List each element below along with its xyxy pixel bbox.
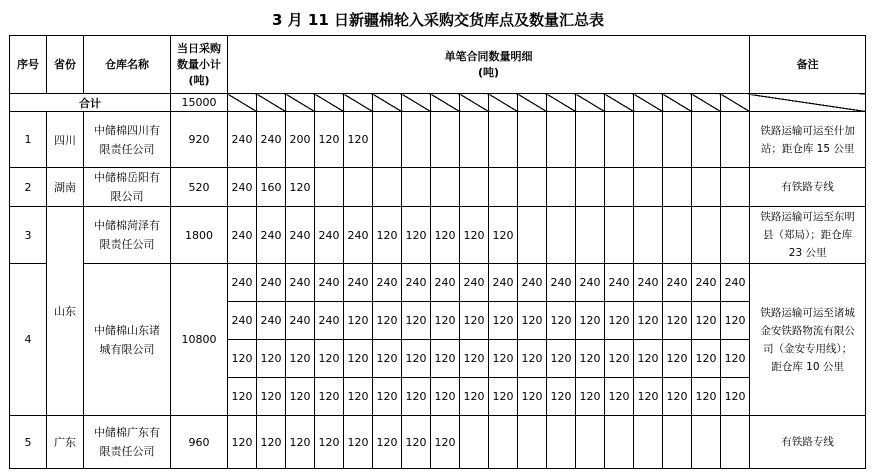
detail-cell: 120	[663, 378, 692, 416]
empty-detail-cell	[692, 207, 721, 264]
empty-detail-cell	[721, 112, 750, 168]
detail-cell: 120	[286, 378, 315, 416]
empty-detail-cell	[373, 94, 402, 112]
empty-remark-cell	[750, 94, 866, 112]
detail-cell: 120	[663, 340, 692, 378]
detail-cell: 120	[257, 340, 286, 378]
detail-cell: 240	[692, 264, 721, 302]
detail-cell: 120	[576, 302, 605, 340]
detail-cell: 120	[489, 302, 518, 340]
detail-cell: 120	[489, 378, 518, 416]
detail-cell: 120	[431, 416, 460, 469]
total-label: 合计	[10, 94, 171, 112]
detail-cell: 120	[402, 207, 431, 264]
detail-cell: 240	[344, 264, 373, 302]
detail-cell: 120	[634, 378, 663, 416]
detail-cell: 240	[286, 207, 315, 264]
empty-detail-cell	[431, 112, 460, 168]
detail-cell: 120	[721, 378, 750, 416]
total-row	[10, 94, 866, 112]
detail-cell: 120	[489, 340, 518, 378]
detail-cell: 120	[373, 416, 402, 469]
empty-detail-cell	[518, 94, 547, 112]
page-title: 3 月 11 日新疆棉轮入采购交货库点及数量汇总表	[272, 11, 604, 29]
detail-cell: 120	[373, 207, 402, 264]
empty-detail-cell	[402, 168, 431, 207]
detail-cell: 240	[257, 264, 286, 302]
empty-detail-cell	[431, 168, 460, 207]
empty-detail-cell	[518, 416, 547, 469]
header-row	[10, 36, 866, 94]
empty-detail-cell	[576, 168, 605, 207]
detail-cell: 120	[692, 378, 721, 416]
empty-detail-cell	[344, 168, 373, 207]
detail-cell: 240	[634, 264, 663, 302]
empty-detail-cell	[460, 112, 489, 168]
detail-cell: 240	[518, 264, 547, 302]
empty-detail-cell	[663, 94, 692, 112]
detail-cell: 120	[518, 302, 547, 340]
subtotal-cell: 520	[171, 168, 228, 207]
empty-detail-cell	[402, 94, 431, 112]
table-row	[10, 207, 866, 264]
detail-cell: 240	[315, 302, 344, 340]
empty-detail-cell	[663, 112, 692, 168]
detail-cell: 120	[228, 416, 257, 469]
detail-cell: 120	[257, 416, 286, 469]
detail-cell: 120	[460, 340, 489, 378]
table-row	[10, 168, 866, 207]
detail-cell: 120	[576, 378, 605, 416]
empty-detail-cell	[489, 112, 518, 168]
detail-cell: 120	[431, 207, 460, 264]
detail-cell: 120	[402, 302, 431, 340]
detail-cell: 240	[286, 264, 315, 302]
detail-cell: 120	[402, 378, 431, 416]
table-row	[10, 416, 866, 469]
header-detail: 单笔合同数量明细 (吨)	[228, 36, 750, 94]
empty-detail-cell	[460, 416, 489, 469]
detail-cell: 240	[489, 264, 518, 302]
detail-cell: 120	[721, 302, 750, 340]
empty-detail-cell	[315, 168, 344, 207]
detail-cell: 120	[344, 378, 373, 416]
remark-cell: 铁路运输可运至诸城 金安铁路物流有限公 司（金安专用线）； 距仓库 10 公里	[750, 264, 866, 416]
detail-cell: 120	[315, 340, 344, 378]
empty-detail-cell	[518, 112, 547, 168]
empty-detail-cell	[460, 168, 489, 207]
detail-cell: 240	[402, 264, 431, 302]
detail-cell: 120	[286, 168, 315, 207]
empty-detail-cell	[634, 168, 663, 207]
remark-cell: 铁路运输可运至东明 县（郑局）；距仓库 23 公里	[750, 207, 866, 264]
detail-cell: 240	[257, 207, 286, 264]
detail-cell: 120	[286, 416, 315, 469]
empty-detail-cell	[692, 168, 721, 207]
detail-cell: 120	[634, 302, 663, 340]
detail-cell: 240	[663, 264, 692, 302]
detail-cell: 120	[721, 340, 750, 378]
detail-cell: 120	[344, 302, 373, 340]
detail-cell: 120	[692, 302, 721, 340]
detail-cell: 240	[315, 264, 344, 302]
detail-cell: 120	[605, 302, 634, 340]
detail-cell: 240	[576, 264, 605, 302]
detail-cell: 240	[228, 112, 257, 168]
seq-cell: 1	[10, 112, 47, 168]
empty-detail-cell	[518, 168, 547, 207]
detail-cell: 120	[460, 302, 489, 340]
summary-table	[9, 35, 866, 469]
detail-cell: 240	[605, 264, 634, 302]
province-cell: 四川	[47, 112, 84, 168]
detail-cell: 120	[663, 302, 692, 340]
empty-detail-cell	[460, 94, 489, 112]
warehouse-cell: 中储棉广东有 限责任公司	[84, 416, 171, 469]
detail-cell: 120	[489, 207, 518, 264]
detail-cell: 120	[402, 416, 431, 469]
detail-cell: 120	[373, 340, 402, 378]
detail-cell: 240	[373, 264, 402, 302]
detail-cell: 240	[315, 207, 344, 264]
detail-cell: 240	[257, 112, 286, 168]
table-row	[10, 264, 866, 302]
detail-cell: 240	[228, 264, 257, 302]
empty-detail-cell	[721, 168, 750, 207]
detail-cell: 120	[518, 340, 547, 378]
empty-detail-cell	[489, 94, 518, 112]
detail-cell: 120	[373, 302, 402, 340]
detail-cell: 120	[373, 378, 402, 416]
detail-cell: 240	[344, 207, 373, 264]
empty-detail-cell	[721, 207, 750, 264]
detail-cell: 120	[431, 378, 460, 416]
empty-detail-cell	[547, 168, 576, 207]
detail-cell: 240	[228, 302, 257, 340]
detail-cell: 120	[228, 378, 257, 416]
detail-cell: 240	[460, 264, 489, 302]
subtotal-cell: 1800	[171, 207, 228, 264]
detail-cell: 120	[315, 112, 344, 168]
empty-detail-cell	[489, 168, 518, 207]
seq-cell: 3	[10, 207, 47, 264]
detail-cell: 240	[431, 264, 460, 302]
remark-cell: 有铁路专线	[750, 416, 866, 469]
detail-cell: 240	[228, 168, 257, 207]
detail-cell: 120	[344, 340, 373, 378]
detail-cell: 120	[576, 340, 605, 378]
subtotal-cell: 10800	[171, 264, 228, 416]
empty-detail-cell	[692, 94, 721, 112]
empty-detail-cell	[489, 416, 518, 469]
empty-detail-cell	[634, 94, 663, 112]
header-remarks: 备注	[750, 36, 866, 94]
detail-cell: 120	[402, 340, 431, 378]
empty-detail-cell	[663, 168, 692, 207]
empty-detail-cell	[605, 207, 634, 264]
empty-detail-cell	[286, 94, 315, 112]
header-subtotal: 当日采购 数量小计 (吨)	[171, 36, 228, 94]
remark-cell: 有铁路专线	[750, 168, 866, 207]
empty-detail-cell	[373, 112, 402, 168]
detail-cell: 160	[257, 168, 286, 207]
province-cell: 广东	[47, 416, 84, 469]
detail-cell: 120	[257, 378, 286, 416]
empty-detail-cell	[605, 94, 634, 112]
detail-cell: 120	[460, 378, 489, 416]
empty-detail-cell	[547, 94, 576, 112]
detail-cell: 120	[315, 416, 344, 469]
empty-detail-cell	[547, 416, 576, 469]
detail-cell: 120	[228, 340, 257, 378]
detail-cell: 120	[605, 378, 634, 416]
subtotal-cell: 920	[171, 112, 228, 168]
empty-detail-cell	[576, 207, 605, 264]
seq-cell: 4	[10, 264, 47, 416]
empty-detail-cell	[634, 207, 663, 264]
empty-detail-cell	[576, 112, 605, 168]
empty-detail-cell	[431, 94, 460, 112]
remark-cell: 铁路运输可运至什加 站；距仓库 15 公里	[750, 112, 866, 168]
empty-detail-cell	[576, 94, 605, 112]
warehouse-cell: 中储棉菏泽有 限责任公司	[84, 207, 171, 264]
warehouse-cell: 中储棉岳阳有 限公司	[84, 168, 171, 207]
empty-detail-cell	[634, 416, 663, 469]
empty-detail-cell	[547, 207, 576, 264]
empty-detail-cell	[721, 416, 750, 469]
detail-cell: 120	[431, 302, 460, 340]
empty-detail-cell	[605, 112, 634, 168]
warehouse-cell: 中储棉四川有 限责任公司	[84, 112, 171, 168]
empty-detail-cell	[402, 112, 431, 168]
subtotal-cell: 960	[171, 416, 228, 469]
detail-cell: 200	[286, 112, 315, 168]
detail-cell: 120	[518, 378, 547, 416]
empty-detail-cell	[663, 207, 692, 264]
header-province: 省份	[47, 36, 84, 94]
detail-cell: 240	[286, 302, 315, 340]
detail-cell: 240	[257, 302, 286, 340]
province-cell: 山东	[47, 207, 84, 416]
empty-detail-cell	[634, 112, 663, 168]
empty-detail-cell	[373, 168, 402, 207]
empty-detail-cell	[692, 416, 721, 469]
seq-cell: 5	[10, 416, 47, 469]
detail-cell: 120	[431, 340, 460, 378]
empty-detail-cell	[228, 94, 257, 112]
detail-cell: 120	[605, 340, 634, 378]
detail-cell: 120	[547, 378, 576, 416]
header-warehouse: 仓库名称	[84, 36, 171, 94]
detail-cell: 240	[228, 207, 257, 264]
detail-cell: 120	[692, 340, 721, 378]
detail-cell: 120	[547, 302, 576, 340]
empty-detail-cell	[605, 168, 634, 207]
detail-cell: 120	[634, 340, 663, 378]
empty-detail-cell	[721, 94, 750, 112]
province-cell: 湖南	[47, 168, 84, 207]
empty-detail-cell	[518, 207, 547, 264]
empty-detail-cell	[547, 112, 576, 168]
detail-cell: 120	[547, 340, 576, 378]
header-seq: 序号	[10, 36, 47, 94]
detail-cell: 120	[460, 207, 489, 264]
detail-cell: 120	[344, 112, 373, 168]
empty-detail-cell	[344, 94, 373, 112]
empty-detail-cell	[663, 416, 692, 469]
detail-cell: 240	[547, 264, 576, 302]
warehouse-cell: 中储棉山东诸 城有限公司	[84, 264, 171, 416]
detail-cell: 120	[286, 340, 315, 378]
empty-detail-cell	[576, 416, 605, 469]
seq-cell: 2	[10, 168, 47, 207]
empty-detail-cell	[692, 112, 721, 168]
empty-detail-cell	[315, 94, 344, 112]
detail-cell: 120	[344, 416, 373, 469]
detail-cell: 120	[315, 378, 344, 416]
empty-detail-cell	[257, 94, 286, 112]
table-row	[10, 112, 866, 168]
total-value: 15000	[171, 94, 228, 112]
detail-cell: 240	[721, 264, 750, 302]
empty-detail-cell	[605, 416, 634, 469]
